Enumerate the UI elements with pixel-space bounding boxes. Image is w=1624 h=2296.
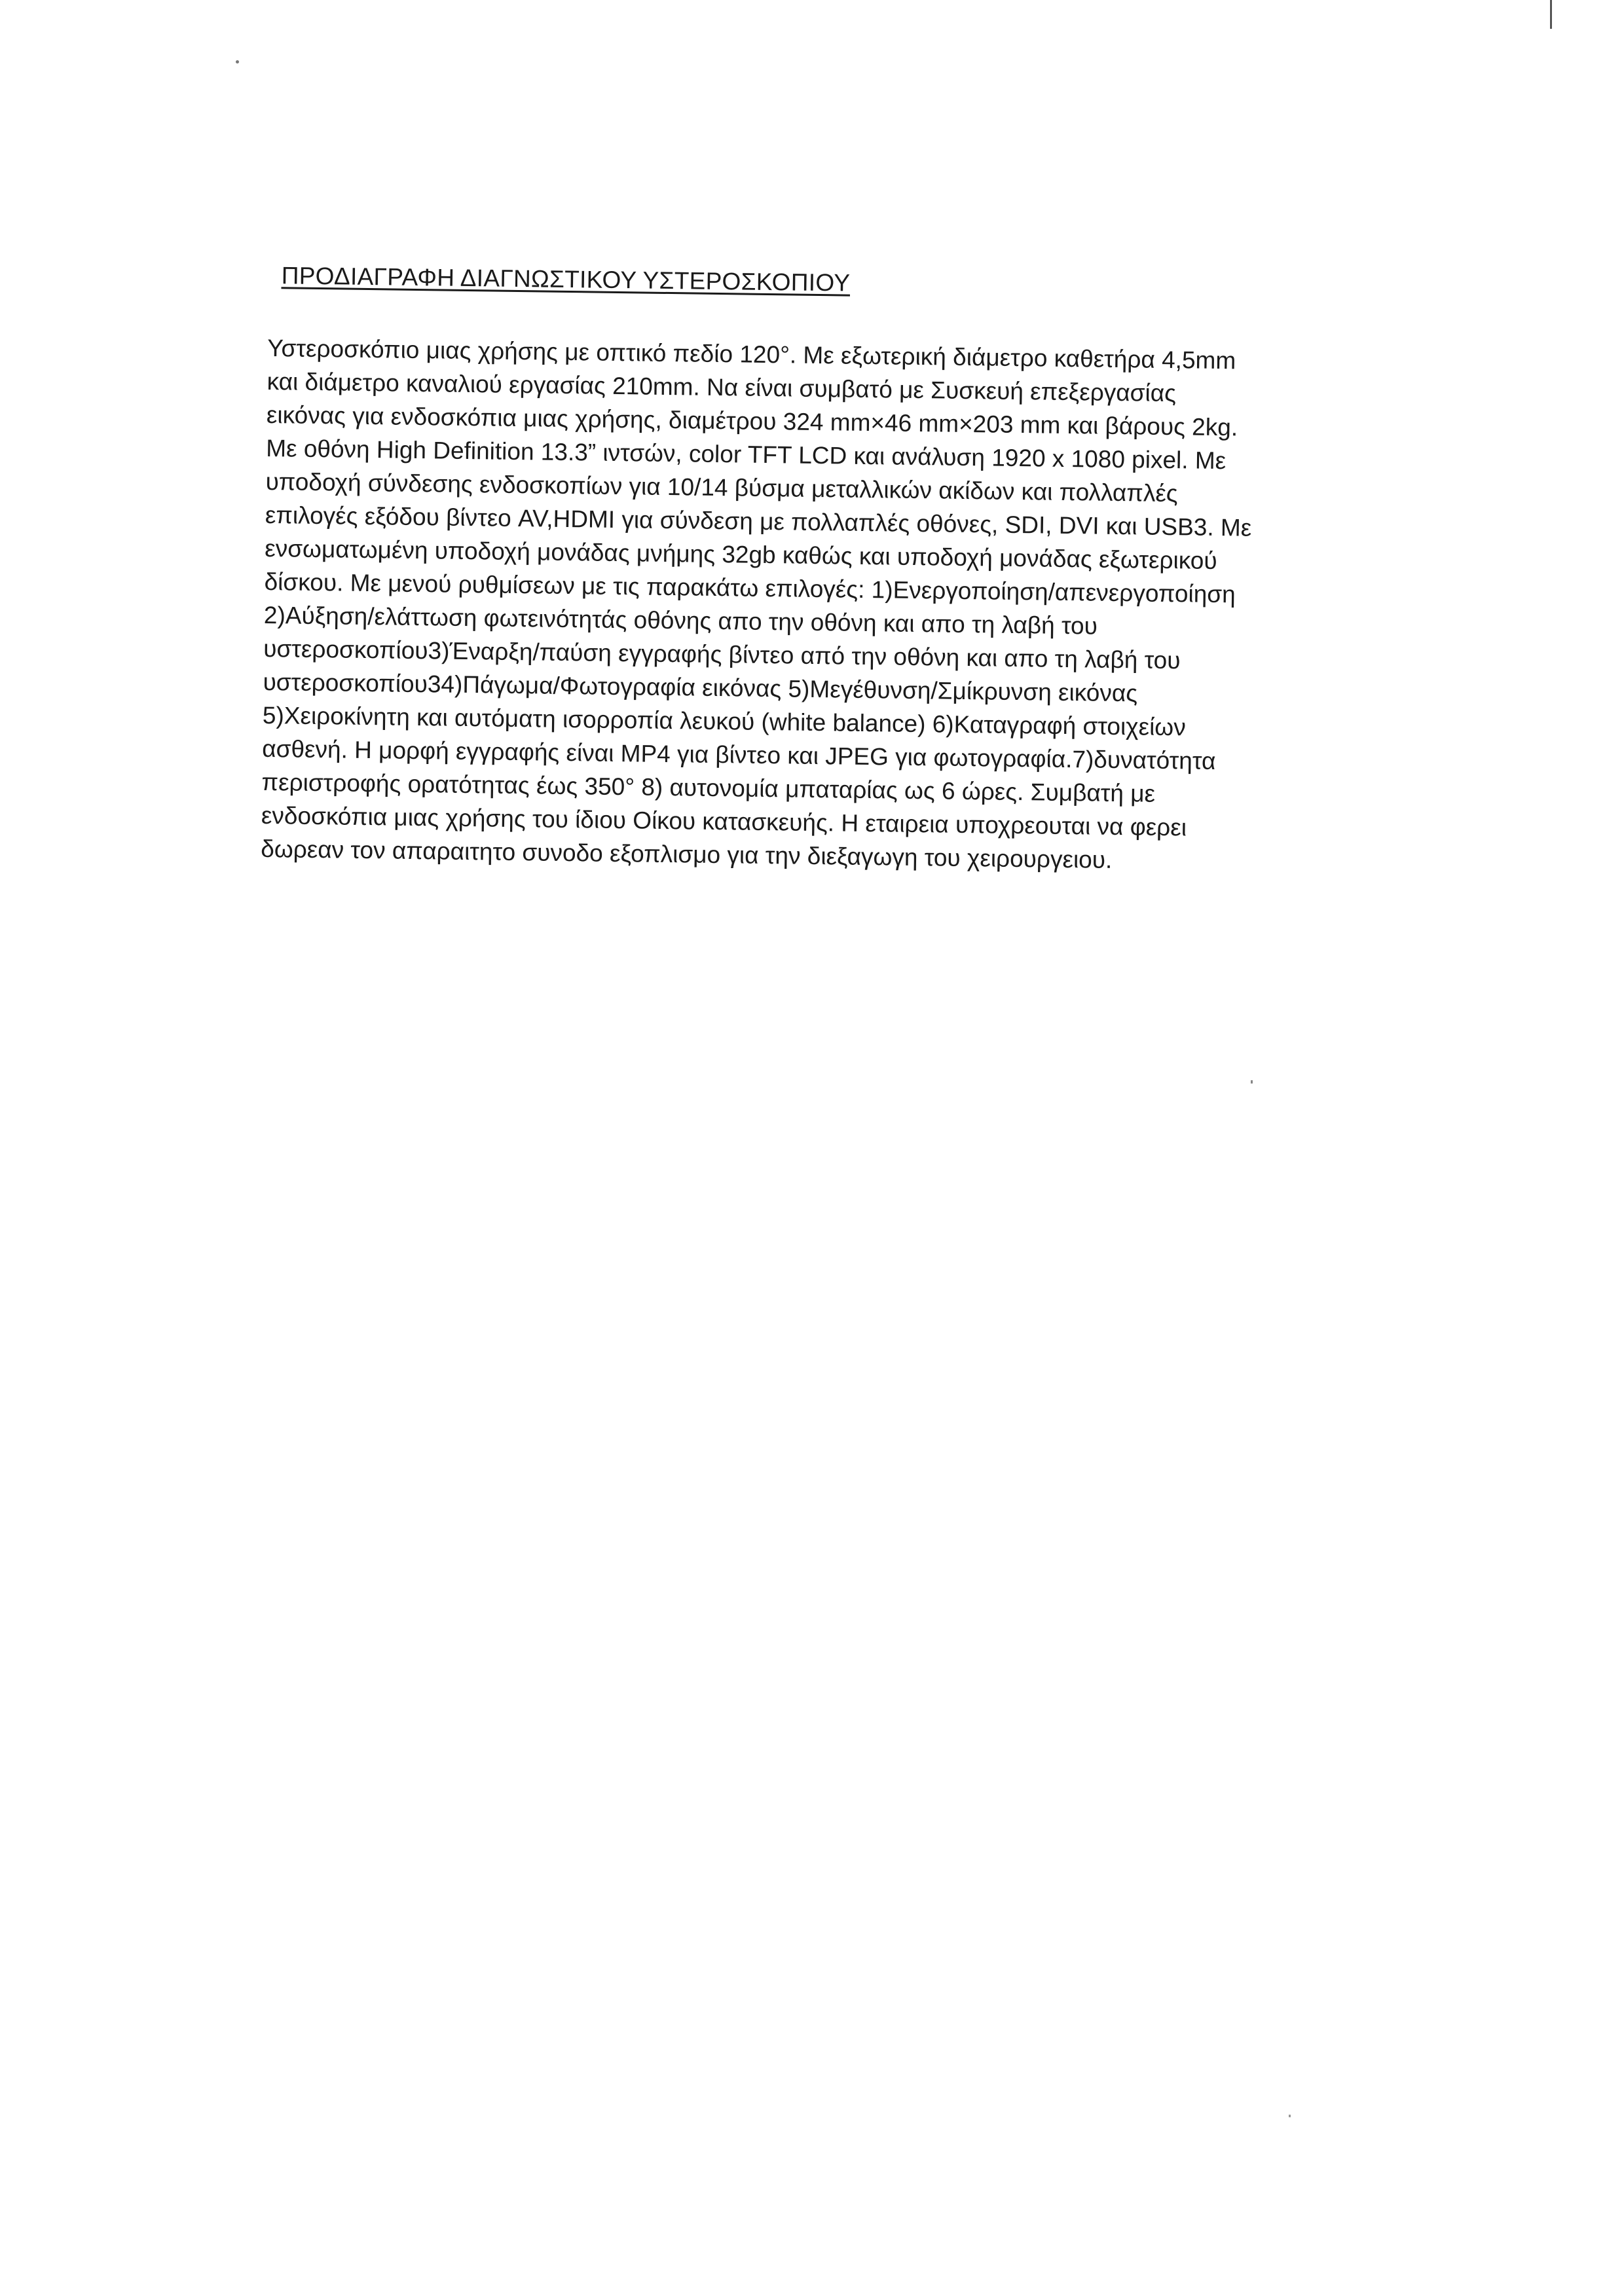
paragraph-line: ενδοσκόπια μιας χρήσης του ίδιου Οίκου κατασκευής. Η εταιρεια υποχρεουται να φερει xyxy=(261,801,1187,841)
paragraph-line: επιλογές εξόδου βίντεο AV,HDMI για σύνδεση με πολλαπλές οθόνες, SDI, DVI και USB3. Με xyxy=(265,501,1252,541)
scan-speck xyxy=(236,60,239,64)
paragraph-line: υποδοχή σύνδεσης ενδοσκοπίων για 10/14 βύσμα μεταλλικών ακίδων και πολλαπλές xyxy=(265,467,1178,507)
paragraph-line: περιστροφής ορατότητας έως 350° 8) αυτονομία μπαταρίας ως 6 ώρες. Συμβατή με xyxy=(261,768,1156,807)
scan-edge-mark xyxy=(1550,0,1552,29)
paragraph-line: εικόνας για ενδοσκόπια μιας χρήσης, διαμέτρου 324 mm×46 mm×203 mm και βάρους 2kg. xyxy=(266,401,1238,441)
paragraph-line: δωρεαν τον απαραιτητο συνοδο εξοπλισμο για την διεξαγωγη του χειρουργειου. xyxy=(260,835,1113,873)
paragraph-line: δίσκου. Με μενού ρυθμίσεων με τις παρακάτω επιλογές: 1)Ενεργοποίηση/απενεργοποίηση xyxy=(264,568,1236,608)
document-title: ΠΡΟΔΙΑΓΡΑΦΗ ΔΙΑΓΝΩΣΤΙΚΟΥ ΥΣΤΕΡΟΣΚΟΠΙΟΥ xyxy=(281,262,851,297)
paragraph-line: ενσωματωμένη υποδοχή μονάδας μνήμης 32gb καθώς και υποδοχή μονάδας εξωτερικού xyxy=(265,534,1217,574)
paragraph-line: Υστεροσκόπιο μιας χρήσης με οπτικό πεδίο 120°. Με εξωτερική διάμετρο καθετήρα 4,5mm xyxy=(267,334,1236,374)
paragraph-line: 2)Αύξηση/ελάττωση φωτεινότητάς οθόνης απο την οθόνη και απο τη λαβή του xyxy=(263,601,1098,640)
scan-speck xyxy=(1289,2115,1291,2117)
scan-speck xyxy=(1251,1080,1253,1084)
paragraph-line: υστεροσκοπίου34)Πάγωμα/Φωτογραφία εικόνας 5)Μεγέθυνση/Σμίκρυνση εικόνας xyxy=(263,668,1138,707)
paragraph-line: ασθενή. Η μορφή εγγραφής είναι MP4 για βίντεο και JPEG για φωτογραφία.7)δυνατότητα xyxy=(261,735,1216,774)
paragraph-line: 5)Χειροκίνητη και αυτόματη ισορροπία λευκού (white balance) 6)Καταγραφή στοιχείων xyxy=(262,701,1187,741)
document-body xyxy=(261,262,1369,880)
paragraph-line: Με οθόνη High Definition 13.3” ιντσών, color TFT LCD και ανάλυση 1920 x 1080 pixel. Με xyxy=(266,434,1227,475)
specification-paragraph xyxy=(261,331,1368,880)
paragraph-line: υστεροσκοπίου3)Έναρξη/παύση εγγραφής βίντεο από την οθόνη και απο τη λαβή του xyxy=(263,634,1181,674)
paragraph-line: και διάμετρο καναλιού εργασίας 210mm. Να είναι συμβατό με Συσκευή επεξεργασίας xyxy=(267,367,1177,407)
